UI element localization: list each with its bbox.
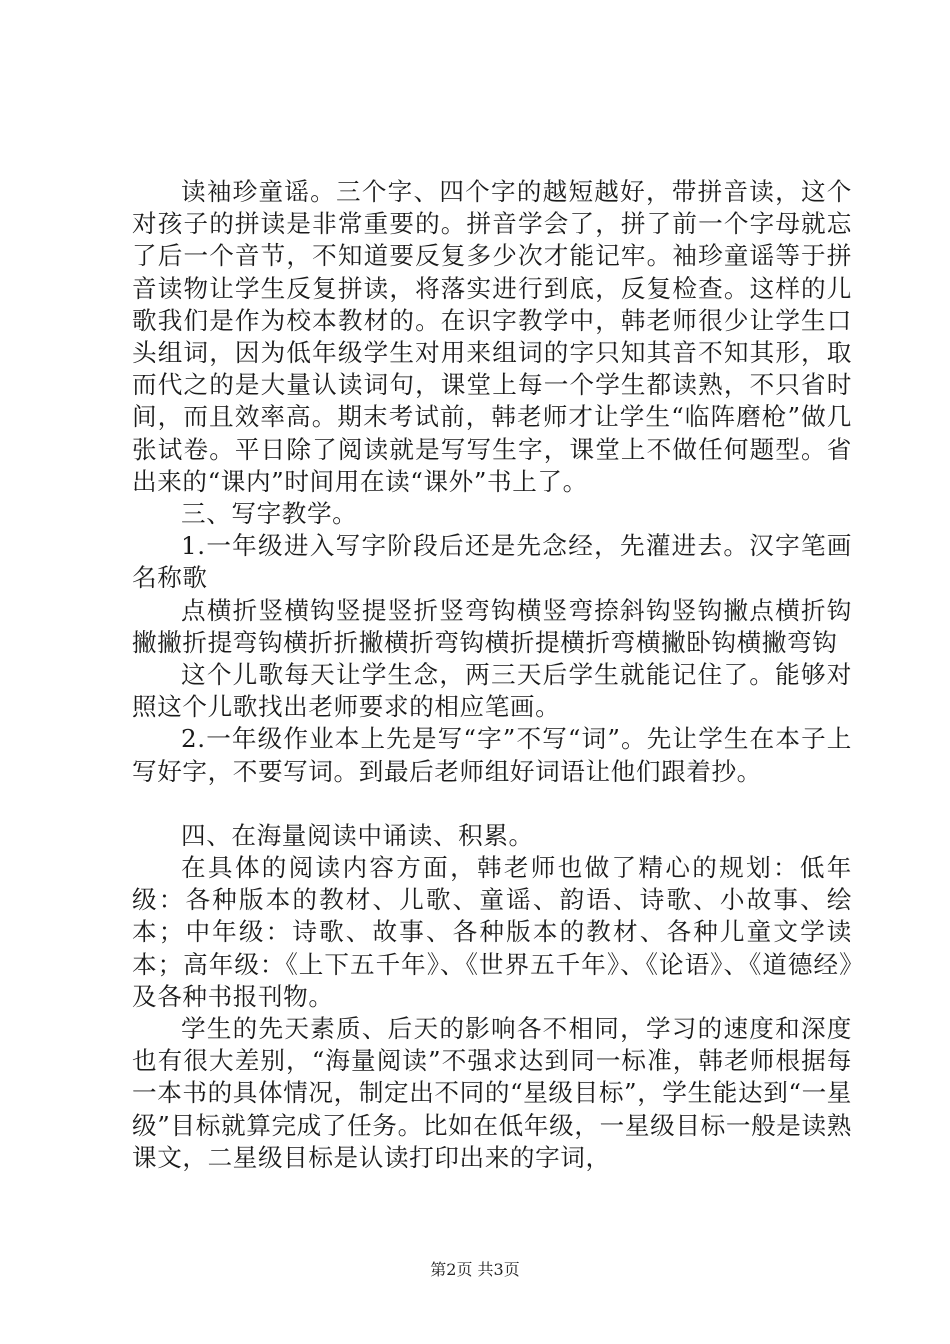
paragraph-song-usage: 这个儿歌每天让学生念，两三天后学生就能记住了。能够对照这个儿歌找出老师要求的相应笔画。 bbox=[132, 660, 852, 722]
paragraph-stroke-song: 点横折竖横钩竖提竖折竖弯钩横竖弯捺斜钩竖钩撇点横折钩撇撇折提弯钩横折折撇横折弯钩横折提横折弯横撇卧钩横撇弯钩 bbox=[132, 595, 852, 657]
paragraph-star-goals: 学生的先天素质、后天的影响各不相同，学习的速度和深度也有很大差别，“海量阅读”不强求达到同一标准，韩老师根据每一本书的具体情况，制定出不同的“星级目标”，学生能达到“一星级”目标就算完成了任务。比如在低年级，一星级目标一般是读熟课文，二星级目标是认读打印出来的字词， bbox=[132, 1014, 852, 1172]
body-text bbox=[132, 176, 852, 1174]
paragraph-homework: 2.一年级作业本上先是写“字”不写“词”。先让学生在本子上写好字，不要写词。到最后老师组好词语让他们跟着抄。 bbox=[132, 724, 852, 786]
page-number-footer: 第2页 共3页 bbox=[430, 1260, 520, 1279]
section-heading-writing: 三、写字教学。 bbox=[181, 499, 358, 529]
paragraph-gap bbox=[132, 788, 852, 820]
paragraph-strokes-intro: 1.一年级进入写字阶段后还是先念经，先灌进去。汉字笔画名称歌 bbox=[132, 531, 852, 593]
paragraph-reading-plan: 在具体的阅读内容方面，韩老师也做了精心的规划：低年级：各种版本的教材、儿歌、童谣、韵语、诗歌、小故事、绘本；中年级：诗歌、故事、各种版本的教材、各种儿童文学读本；高年级：《上下五千年》、《世界五千年》、《论语》、《道德经》及各种书报刊物。 bbox=[132, 853, 852, 1011]
section-heading-reading: 四、在海量阅读中诵读、积累。 bbox=[181, 820, 534, 850]
paragraph-tongyao: 读袖珍童谣。三个字、四个字的越短越好，带拼音读，这个对孩子的拼读是非常重要的。拼音学会了，拼了前一个字母就忘了后一个音节，不知道要反复多少次才能记牢。袖珍童谣等于拼音读物让学生反复拼读，将落实进行到底，反复检查。这样的儿歌我们是作为校本教材的。在识字教学中，韩老师很少让学生口头组词，因为低年级学生对用来组词的字只知其音不知其形，取而代之的是大量认读词句，课堂上每一个学生都读熟，不只省时间，而且效率高。期末考试前，韩老师才让学生“临阵磨枪”做几张试卷。平日除了阅读就是写写生字，课堂上不做任何题型。省出来的“课内”时间用在读“课外”书上了。 bbox=[132, 177, 852, 496]
